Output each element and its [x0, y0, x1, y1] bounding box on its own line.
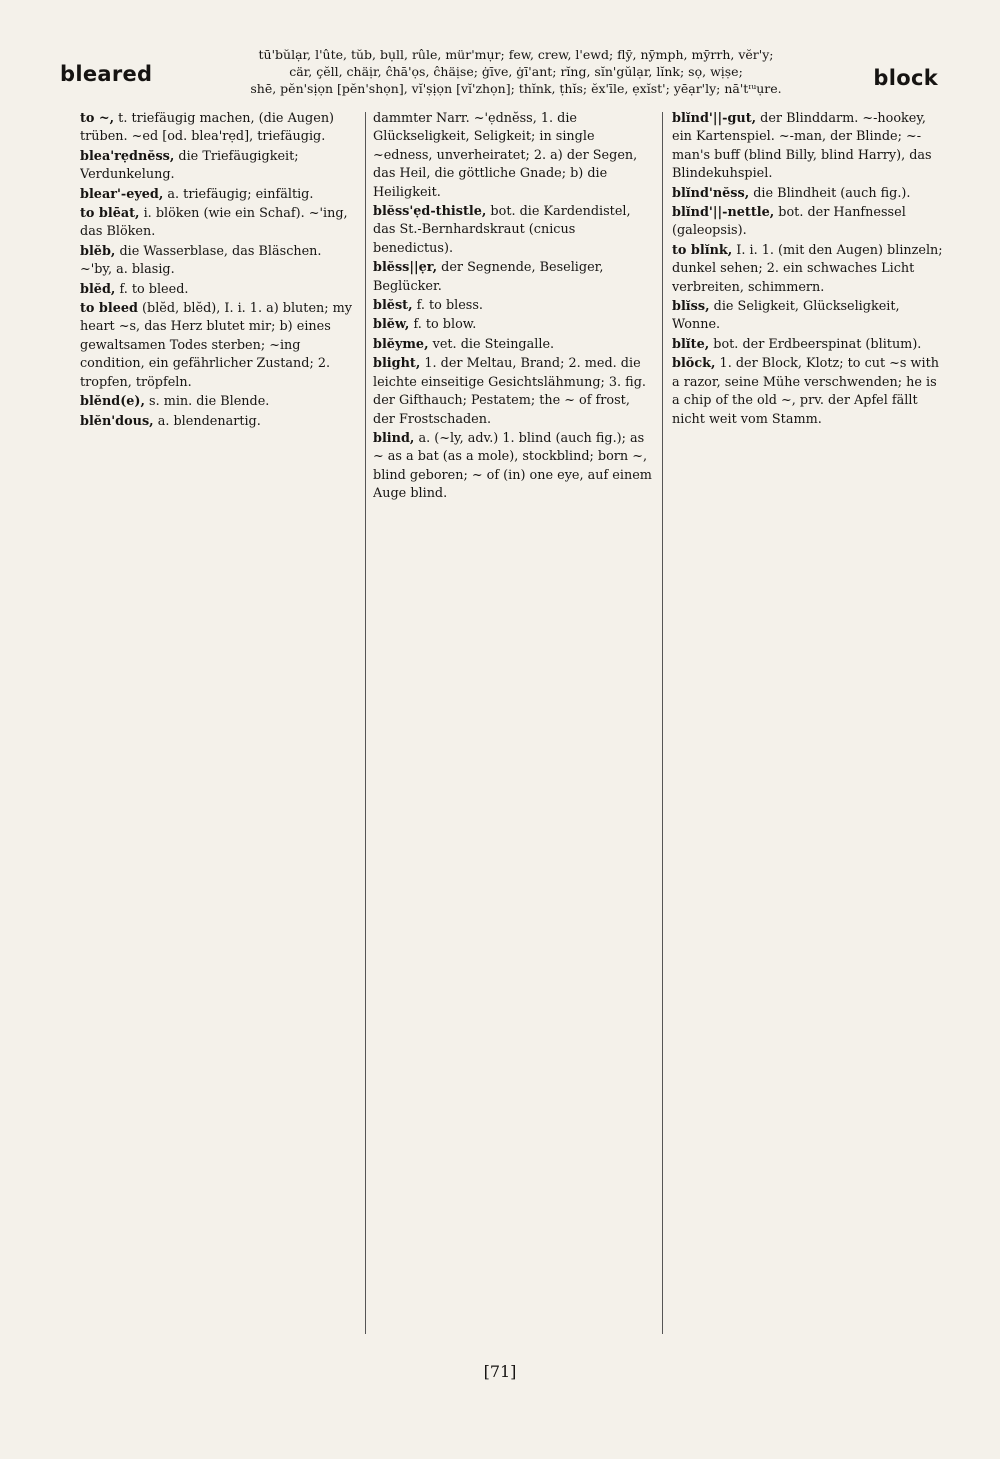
- dictionary-entry: [373, 203, 653, 258]
- entry-headword: blĭss,: [672, 299, 710, 315]
- key-line: shē, pĕn'sịọn [pĕn'shọn], vĭ'ṣịọn [vĭ'zhọn]; thĭnk, ṭhĭs; ĕx'īle, ẹxĭst'; yēạr'ly; nā'tᶦᵘụre.: [250, 81, 782, 96]
- dictionary-entry: [80, 148, 355, 185]
- entry-definition: der Segnende, Beseliger, Beglücker.: [373, 260, 604, 294]
- dictionary-entry: [672, 242, 945, 297]
- dictionary-entry: [80, 413, 355, 431]
- entry-headword: blĕd,: [80, 281, 116, 297]
- entry-definition: dammter Narr. ~'ẹdnĕss, 1. die Glückseligkeit, Seligkeit; in single ~edness, unverheiratet; 2. a) der Segen, das Heil, die göttliche Gnade; b) die Heiligkeit.: [373, 111, 638, 200]
- key-line: tū'bŭlạr, l'ûte, tŭb, bụll, rûle, mür'mụr; few, crew, l'ewd; flȳ, nȳmph, mȳrrh, vĕr'y;: [258, 47, 774, 62]
- dictionary-entry: [672, 336, 945, 354]
- entry-definition: 1. der Block, Klotz; to cut ~s with a razor, seine Mühe verschwenden; he is a chip of the old ~, prv. der Apfel fällt nicht weit vom Stamm.: [672, 356, 939, 427]
- dictionary-entry: [672, 298, 945, 335]
- entry-headword: blĭnd'||-gut,: [672, 111, 757, 126]
- dictionary-entry: [373, 430, 653, 504]
- entry-definition: i. blöken (wie ein Schaf). ~'ing, das Blöken.: [80, 206, 348, 240]
- entry-headword: blĕn'dous,: [80, 413, 154, 429]
- entry-definition: die Triefäugigkeit; Verdunkelung.: [80, 148, 299, 183]
- entry-definition: die Wasserblase, das Bläschen. ~'by, a. blasig.: [80, 243, 322, 278]
- dictionary-entry: [373, 336, 653, 354]
- entry-headword: blĕnd(e),: [80, 394, 145, 410]
- entry-headword: blĕyme,: [373, 336, 429, 352]
- dictionary-entry: [672, 185, 945, 203]
- dictionary-entry: [80, 243, 355, 280]
- entry-definition: f. to blow.: [413, 317, 477, 333]
- entry-headword: blĕw,: [373, 317, 410, 333]
- entry-headword: blĭnd'||-nettle,: [672, 205, 775, 221]
- entry-headword: to bleed: [80, 301, 138, 317]
- dictionary-entry: [80, 393, 355, 411]
- dictionary-entry: [373, 259, 653, 296]
- dictionary-body: [80, 110, 945, 1335]
- entry-definition: die Seligkeit, Glückseligkeit, Wonne.: [672, 299, 900, 333]
- dictionary-entry: [672, 204, 945, 241]
- column-left: [80, 110, 355, 1335]
- entry-definition: bot. die Kardendistel, das St.-Bernhardskraut (cnicus benedictus).: [373, 204, 631, 256]
- entry-headword: blŏck,: [672, 356, 716, 372]
- entry-definition: a. blendenartig.: [157, 413, 261, 429]
- dictionary-entry: [672, 110, 945, 184]
- entry-headword: to blĭnk,: [672, 242, 733, 258]
- dictionary-entry: [373, 297, 653, 315]
- entry-headword: blĕss||ẹr,: [373, 260, 438, 276]
- entry-headword: blĕb,: [80, 243, 116, 259]
- dictionary-entry: [80, 110, 355, 147]
- entry-headword: blear'-eyed,: [80, 186, 164, 202]
- entry-definition: I. i. 1. (mit den Augen) blinzeln; dunkel sehen; 2. ein schwaches Licht verbreiten, schimmern.: [672, 242, 943, 295]
- entry-headword: blight,: [373, 356, 421, 372]
- page-number: [71]: [483, 1362, 517, 1381]
- dictionary-entry: [80, 300, 355, 392]
- entry-definition: die Blindheit (auch fig.).: [753, 185, 911, 201]
- entry-definition: a. triefäugig; einfältig.: [167, 186, 314, 202]
- dictionary-entry: [80, 205, 355, 242]
- entry-headword: blĕst,: [373, 298, 413, 314]
- dictionary-entry: [373, 316, 653, 334]
- right-guide-word: block: [873, 66, 938, 90]
- entry-headword: blind,: [373, 430, 415, 446]
- entry-definition: t. triefäugig machen, (die Augen) trüben. ~ed [od. blea'rẹd], triefäugig.: [80, 111, 335, 145]
- entry-headword: blĕss'ẹd-thistle,: [373, 204, 487, 220]
- dictionary-entry: [80, 281, 355, 299]
- left-guide-word: bleared: [60, 62, 153, 86]
- key-line: cär, çĕll, chäịr, ĉhā'ọs, ĉhäịse; ġīve, ġī'ant; rĭng, sĭn'gŭlạr, lĭnk; sọ, wịṣe;: [289, 64, 743, 79]
- entry-definition: 1. der Meltau, Brand; 2. med. die leichte einseitige Gesichtslähmung; 3. fig. der Gifthauch; Pestatem; the ~ of frost, der Frostschaden.: [373, 356, 646, 427]
- entry-definition: a. (~ly, adv.) 1. blind (auch fig.); as ~ as a bat (as a mole), stockblind; born ~, blind geboren; ~ of (in) one eye, auf einem Auge blind.: [373, 430, 652, 502]
- entry-headword: to ~,: [80, 111, 115, 126]
- entry-headword: blĭnd'nĕss,: [672, 185, 750, 201]
- pronunciation-key: [196, 46, 836, 97]
- entry-definition: f. to bleed.: [119, 281, 189, 297]
- entry-definition: f. to bless.: [416, 298, 483, 314]
- entry-definition: bot. der Hanfnessel (galeopsis).: [672, 205, 906, 239]
- entry-definition: bot. der Erdbeerspinat (blitum).: [713, 336, 922, 352]
- dictionary-entry: [80, 186, 355, 204]
- entry-definition: der Blinddarm. ~-hookey, ein Kartenspiel. ~-man, der Blinde; ~-man's buff (blind Billy, blind Harry), das Blindekuhspiel.: [672, 111, 932, 182]
- dictionary-entry: [373, 110, 653, 202]
- dictionary-entry: [672, 355, 945, 429]
- entry-headword: blĭte,: [672, 336, 710, 352]
- column-right: [672, 110, 945, 1335]
- entry-definition: s. min. die Blende.: [149, 394, 270, 410]
- entry-headword: to blēat,: [80, 206, 140, 222]
- column-middle: [373, 110, 653, 1335]
- dictionary-entry: [373, 355, 653, 429]
- entry-definition: (blĕd, blĕd), I. i. 1. a) bluten; my heart ~s, das Herz blutet mir; b) eines gewaltsamen Todes sterben; ~ing condition, ein gefährlicher Zustand; 2. tropfen, tröpfeln.: [80, 301, 352, 390]
- entry-definition: vet. die Steingalle.: [432, 336, 555, 352]
- entry-headword: blea'rẹdnĕss,: [80, 148, 175, 164]
